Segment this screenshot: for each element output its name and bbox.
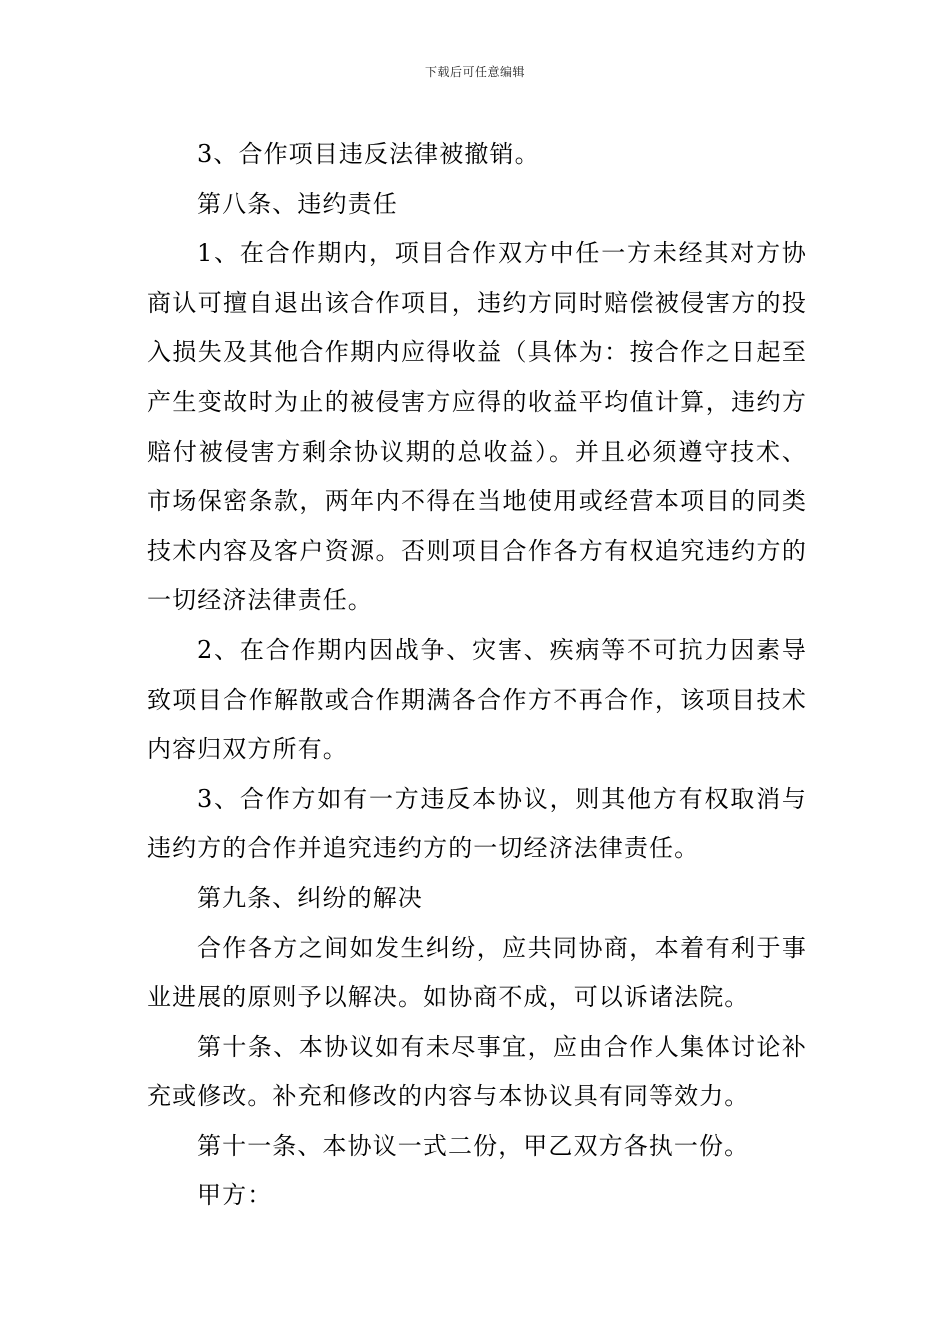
paragraph-breach-clause-2: 2、在合作期内因战争、灾害、疾病等不可抗力因素导致项目合作解散或合作期满各合作方不再合作，该项目技术内容归双方所有。 <box>147 635 807 764</box>
paragraph-article-10: 第十条、本协议如有未尽事宜，应由合作人集体讨论补充或修改。补充和修改的内容与本协议具有同等效力。 <box>147 1032 807 1111</box>
paragraph-breach-clause-3: 3、合作方如有一方违反本协议，则其他方有权取消与违约方的合作并追究违约方的一切经济法律责任。 <box>147 784 807 863</box>
signature-party-a: 甲方： <box>197 1181 273 1210</box>
paragraph-breach-clause-1: 1、在合作期内，项目合作双方中任一方未经其对方协商认可擅自退出该合作项目，违约方同时赔偿被侵害方的投入损失及其他合作期内应得收益（具体为：按合作之日起至产生变故时为止的被侵害方应得的收益平均值计算，违约方赔付被侵害方剩余协议期的总收益）。并且必须遵守技术、市场保密条款，两年内不得在当地使用或经营本项目的同类技术内容及客户资源。否则项目合作各方有权追究违约方的一切经济法律责任。 <box>147 239 807 615</box>
page-header: 下载后可任意编辑 <box>424 65 525 79</box>
paragraph-article-11: 第十一条、本协议一式二份，甲乙双方各执一份。 <box>197 1131 750 1160</box>
paragraph-dispute-resolution: 合作各方之间如发生纠纷，应共同协商，本着有利于事业进展的原则予以解决。如协商不成，可以诉诸法院。 <box>147 933 807 1012</box>
paragraph-project-revoked: 3、合作项目违反法律被撤销。 <box>197 140 540 168</box>
heading-article-8: 第八条、违约责任 <box>197 189 398 218</box>
document-body <box>147 130 807 1221</box>
heading-article-9: 第九条、纠纷的解决 <box>197 883 423 912</box>
